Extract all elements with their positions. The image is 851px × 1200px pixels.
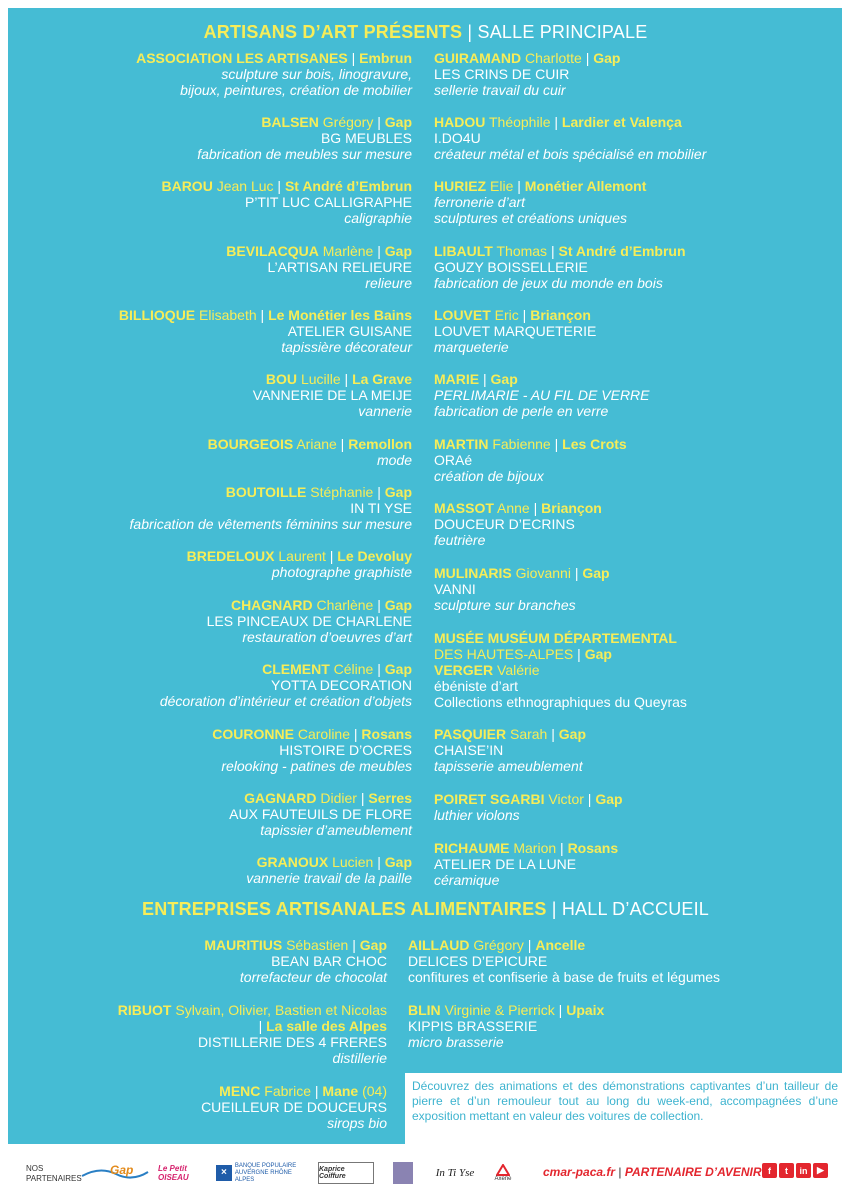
exhibitor-detail: LOUVET MARQUETERIE bbox=[434, 323, 597, 339]
separator: | bbox=[325, 548, 338, 564]
exhibitor-place: Briançon bbox=[530, 307, 591, 323]
petit-oiseau-logo: Le Petit OISEAU bbox=[158, 1164, 189, 1182]
separator: | bbox=[377, 484, 385, 500]
exhibitor-detail: DOUCEUR D’ECRINS bbox=[434, 516, 575, 532]
exhibitor-detail: AUX FAUTEUILS DE FLORE bbox=[229, 806, 412, 822]
twitter-icon[interactable]: t bbox=[779, 1163, 794, 1178]
exhibitor-header bbox=[208, 436, 412, 452]
separator: | bbox=[583, 791, 596, 807]
separator: | bbox=[348, 937, 360, 953]
exhibitor-name: AILLAUD bbox=[408, 937, 470, 953]
exhibitor-detail: ATELIER GUISANE bbox=[287, 323, 412, 339]
exhibitor-entry bbox=[208, 436, 412, 468]
exhibitor-name: BALSEN bbox=[261, 114, 319, 130]
artisans-right-column bbox=[434, 50, 834, 890]
exhibitor-name: BLIN bbox=[408, 1002, 441, 1018]
exhibitor-header bbox=[434, 791, 623, 807]
exhibitor-entry bbox=[434, 243, 686, 291]
separator: | bbox=[310, 1083, 323, 1099]
exhibitor-place: Gap bbox=[384, 854, 412, 870]
exhibitor-firstname: Fabienne bbox=[492, 436, 551, 452]
exhibitor-detail: confitures et confiserie à base de fruits et légumes bbox=[408, 969, 721, 985]
exhibitor-name: HURIEZ bbox=[434, 178, 487, 194]
exhibitor-place: Mane bbox=[322, 1083, 359, 1099]
separator: | bbox=[550, 114, 562, 130]
exhibitor-entry bbox=[408, 1002, 604, 1050]
exhibitor-entry bbox=[160, 661, 412, 709]
separator: | bbox=[373, 597, 385, 613]
exhibitor-detail: HISTOIRE D’OCRES bbox=[279, 742, 412, 758]
exhibitor-firstname: Virginie & Pierrick bbox=[444, 1002, 555, 1018]
exhibitor-detail: fabrication de perle en verre bbox=[434, 403, 609, 419]
exhibitor-detail: création de bijoux bbox=[434, 468, 544, 484]
exhibitor-firstname: Laurent bbox=[278, 548, 326, 564]
separator: | bbox=[258, 1018, 267, 1034]
exhibitor-place: Serres bbox=[368, 790, 412, 806]
exhibitor-entry bbox=[434, 726, 586, 774]
section-title-sep: | bbox=[546, 899, 562, 919]
exhibitor-detail: fabrication de vêtements féminins sur mesure bbox=[129, 516, 412, 532]
exhibitor-detail: DISTILLERIE DES 4 FRERES bbox=[197, 1034, 387, 1050]
exhibitor-detail: BEAN BAR CHOC bbox=[271, 953, 387, 969]
exhibitor-header bbox=[434, 371, 650, 387]
separator: | bbox=[577, 646, 585, 662]
exhibitor-place: Rosans bbox=[361, 726, 412, 742]
separator: | bbox=[479, 371, 491, 387]
exhibitor-firstname: Caroline bbox=[297, 726, 350, 742]
exhibitor-entry bbox=[434, 307, 596, 355]
exhibitor-firstname: Grégory bbox=[473, 937, 524, 953]
exhibitor-header bbox=[408, 937, 720, 953]
exhibitor-detail: distillerie bbox=[332, 1050, 387, 1066]
exhibitor-entry bbox=[197, 114, 412, 162]
exhibitor-firstname: Didier bbox=[320, 790, 357, 806]
exhibitor-name: GAGNARD bbox=[244, 790, 317, 806]
exhibitor-detail: BG MEUBLES bbox=[320, 130, 412, 146]
exhibitor-entry bbox=[201, 1083, 387, 1131]
exhibitor-name: ASSOCIATION LES ARTISANES bbox=[136, 50, 348, 66]
exhibitor-entry bbox=[130, 484, 412, 532]
separator: | bbox=[574, 565, 583, 581]
youtube-icon[interactable]: ▶ bbox=[813, 1163, 828, 1178]
section-title-light: SALLE PRINCIPALE bbox=[477, 22, 648, 42]
exhibitor-detail: vannerie travail de la paille bbox=[246, 870, 412, 886]
exhibitor-detail: céramique bbox=[434, 872, 500, 888]
exhibitor-entry bbox=[434, 114, 706, 162]
exhibitor-name: MULINARIS bbox=[434, 565, 512, 581]
exhibitor-header bbox=[197, 114, 412, 130]
exhibitor-entry bbox=[119, 307, 412, 355]
separator: | bbox=[529, 500, 542, 516]
exhibitor-detail: mode bbox=[376, 452, 412, 468]
exhibitor-detail: sculpture sur branches bbox=[434, 597, 576, 613]
banque-populaire-logo: × BANQUE POPULAIRE AUVERGNE RHÔNE ALPES bbox=[216, 1162, 312, 1184]
exhibitor-detail: tapisserie ameublement bbox=[434, 758, 583, 774]
exhibitor-detail: ferronerie d’art bbox=[434, 194, 526, 210]
axene-icon bbox=[496, 1164, 510, 1176]
exhibitor-detail: VANNERIE DE LA MEIJE bbox=[252, 387, 412, 403]
exhibitor-detail: vannerie bbox=[358, 403, 412, 419]
exhibitor-name: CLEMENT bbox=[262, 661, 330, 677]
exhibitor-place: Gap bbox=[593, 50, 621, 66]
separator: | bbox=[523, 937, 536, 953]
separator: | bbox=[373, 114, 385, 130]
exhibitor-place: Monétier Allemont bbox=[524, 178, 647, 194]
artisans-left-column bbox=[0, 50, 412, 890]
alimentaires-right-column bbox=[408, 937, 828, 1067]
exhibitor-name: RIBUOT bbox=[117, 1002, 172, 1018]
musee-header bbox=[434, 646, 687, 662]
separator: | bbox=[554, 1002, 567, 1018]
exhibitor-name: BAROU bbox=[161, 178, 213, 194]
separator: | bbox=[556, 840, 568, 856]
separator: | bbox=[581, 50, 594, 66]
separator: | bbox=[373, 854, 385, 870]
exhibitor-detail: caligraphie bbox=[344, 210, 412, 226]
exhibitor-firstname: Sylvain, Olivier, Bastien et Nicolas bbox=[175, 1002, 387, 1018]
exhibitor-detail: L’ARTISAN RELIEURE bbox=[267, 259, 412, 275]
exhibitor-header bbox=[229, 790, 412, 806]
exhibitor-firstname: Marion bbox=[513, 840, 557, 856]
exhibitor-name: BOUTOILLE bbox=[225, 484, 307, 500]
exhibitor-header bbox=[130, 484, 412, 500]
exhibitor-entry bbox=[434, 840, 618, 888]
exhibitor-detail: fabrication de meubles sur mesure bbox=[197, 146, 412, 162]
exhibitor-firstname: Lucien bbox=[332, 854, 374, 870]
exhibitor-name: MAURITIUS bbox=[204, 937, 283, 953]
exhibitor-entry bbox=[434, 565, 610, 613]
exhibitor-header bbox=[434, 565, 610, 581]
separator: | bbox=[373, 661, 385, 677]
exhibitor-place: Gap bbox=[384, 484, 412, 500]
exhibitor-header bbox=[161, 178, 412, 194]
facebook-icon[interactable]: f bbox=[762, 1163, 777, 1178]
exhibitor-name: BREDELOUX bbox=[186, 548, 275, 564]
musee-name: MUSÉE MUSÉUM DÉPARTEMENTAL bbox=[434, 630, 677, 646]
exhibitor-detail: LES CRINS DE CUIR bbox=[434, 66, 570, 82]
gap-logo bbox=[80, 1162, 150, 1184]
exhibitor-name: MARIE bbox=[434, 371, 480, 387]
exhibitor-entry bbox=[136, 50, 412, 98]
exhibitor-header bbox=[160, 661, 412, 677]
exhibitor-place: Gap bbox=[384, 243, 412, 259]
exhibitor-header bbox=[434, 178, 646, 194]
exhibitor-detail: VANNI bbox=[434, 581, 476, 597]
exhibitor-firstname: Charlène bbox=[316, 597, 374, 613]
exhibitor-detail: restauration d’oeuvres d’art bbox=[242, 629, 412, 645]
exhibitor-entry bbox=[434, 791, 623, 823]
separator: | bbox=[547, 243, 559, 259]
separator: | bbox=[350, 726, 362, 742]
exhibitor-place: Le Devoluy bbox=[337, 548, 412, 564]
exhibitor-header bbox=[212, 726, 412, 742]
musee-name2: DES HAUTES-ALPES bbox=[434, 646, 578, 662]
exhibitor-entry bbox=[161, 178, 412, 226]
exhibitor-name: PASQUIER bbox=[434, 726, 507, 742]
exhibitor-detail: luthier violons bbox=[434, 807, 520, 823]
exhibitor-header bbox=[434, 840, 618, 856]
exhibitor-detail: micro brasserie bbox=[408, 1034, 504, 1050]
exhibitor-firstname: Giovanni bbox=[515, 565, 575, 581]
exhibitor-place: Gap bbox=[490, 371, 518, 387]
exhibitor-entry bbox=[434, 500, 602, 548]
exhibitor-place: Gap bbox=[384, 597, 412, 613]
exhibitor-firstname: Anne bbox=[497, 500, 530, 516]
svg-text:Gap: Gap bbox=[110, 1163, 134, 1177]
exhibitor-firstname: Sébastien bbox=[286, 937, 349, 953]
exhibitor-detail: relooking - patines de meubles bbox=[221, 758, 412, 774]
exhibitor-place: La Grave bbox=[352, 371, 412, 387]
kaprice-logo: Kaprice Coiffure bbox=[318, 1162, 374, 1184]
exhibitor-detail: sellerie travail du cuir bbox=[434, 82, 566, 98]
exhibitor-firstname: Elisabeth bbox=[199, 307, 257, 323]
exhibitor-name: BOU bbox=[265, 371, 298, 387]
musee-detail: ébéniste d’art bbox=[434, 678, 519, 694]
exhibitor-name: GRANOUX bbox=[256, 854, 329, 870]
exhibitor-entry bbox=[187, 548, 412, 580]
exhibitor-name: MASSOT bbox=[434, 500, 494, 516]
exhibitor-place: Les Crots bbox=[562, 436, 627, 452]
exhibitor-header bbox=[246, 854, 412, 870]
exhibitor-detail: sirops bio bbox=[327, 1115, 387, 1131]
exhibitor-header bbox=[136, 50, 412, 66]
axene-logo: Axene bbox=[488, 1162, 518, 1184]
exhibitor-firstname: Thomas bbox=[496, 243, 548, 259]
exhibitor-detail: YOTTA DECORATION bbox=[270, 677, 412, 693]
exhibitor-place: St André d’Embrun bbox=[558, 243, 686, 259]
exhibitor-place: Rosans bbox=[567, 840, 619, 856]
exhibitor-entry bbox=[434, 50, 620, 98]
exhibitor-place: Gap bbox=[359, 937, 387, 953]
exhibitor-detail: marqueterie bbox=[434, 339, 509, 355]
exhibitor-detail: tapissière décorateur bbox=[281, 339, 412, 355]
exhibitor-name: COURONNE bbox=[212, 726, 294, 742]
exhibitor-header bbox=[434, 436, 627, 452]
exhibitor-firstname: Fabrice bbox=[264, 1083, 311, 1099]
exhibitor-header bbox=[434, 500, 602, 516]
exhibitor-firstname: Victor bbox=[548, 791, 584, 807]
separator: | bbox=[347, 50, 360, 66]
exhibitor-firstname: Eric bbox=[494, 307, 519, 323]
exhibitor-entry bbox=[118, 1002, 387, 1066]
separator: | bbox=[550, 436, 563, 452]
exhibitor-entry bbox=[246, 854, 412, 886]
exhibitor-place: Gap bbox=[384, 661, 412, 677]
musee-person-first: Valérie bbox=[497, 662, 540, 678]
exhibitor-place: Gap bbox=[558, 726, 586, 742]
musee-place: Gap bbox=[584, 646, 612, 662]
exhibitor-place: St André d’Embrun bbox=[284, 178, 412, 194]
exhibitor-header bbox=[434, 243, 686, 259]
separator: | bbox=[356, 790, 369, 806]
exhibitor-header bbox=[434, 726, 586, 742]
exhibitor-entry bbox=[204, 937, 387, 985]
section-title-light: HALL D’ACCUEIL bbox=[561, 899, 710, 919]
exhibitor-header bbox=[204, 937, 387, 953]
exhibitor-detail: relieure bbox=[365, 275, 412, 291]
exhibitor-name: HADOU bbox=[434, 114, 486, 130]
exhibitor-header bbox=[118, 1018, 387, 1034]
exhibitor-detail: LES PINCEAUX DE CHARLENE bbox=[206, 613, 412, 629]
exhibitor-entry bbox=[434, 436, 627, 484]
exhibitor-header bbox=[119, 307, 412, 323]
exhibitor-firstname: Elie bbox=[490, 178, 514, 194]
site-link[interactable]: cmar-paca.fr | PARTENAIRE D’AVENIR bbox=[543, 1165, 762, 1179]
exhibitor-header bbox=[207, 597, 412, 613]
exhibitor-place: Briançon bbox=[541, 500, 602, 516]
exhibitor-detail: sculpture sur bois, linogravure, bbox=[221, 66, 412, 82]
musee-detail: Collections ethnographiques du Queyras bbox=[434, 694, 687, 710]
exhibitor-detail: tapissier d’ameublement bbox=[260, 822, 412, 838]
exhibitor-firstname: Ariane bbox=[296, 436, 337, 452]
exhibitor-entry bbox=[253, 371, 412, 419]
exhibitor-firstname: Céline bbox=[333, 661, 374, 677]
exhibitor-name: RICHAUME bbox=[434, 840, 510, 856]
exhibitor-detail: ORAé bbox=[434, 452, 473, 468]
exhibitor-entry bbox=[434, 178, 646, 226]
separator: | bbox=[256, 307, 269, 323]
exhibitor-firstname: Marlène bbox=[322, 243, 374, 259]
exhibitor-entry bbox=[212, 726, 412, 774]
exhibitor-firstname: Lucille bbox=[300, 371, 341, 387]
exhibitor-place: Lardier et Valença bbox=[561, 114, 682, 130]
musee-person-name: VERGER bbox=[434, 662, 494, 678]
exhibitor-detail: torrefacteur de chocolat bbox=[239, 969, 387, 985]
separator: | bbox=[373, 243, 385, 259]
exhibitor-entry bbox=[229, 790, 412, 838]
exhibitor-place: Embrun bbox=[359, 50, 412, 66]
exhibitor-detail: KIPPIS BRASSERIE bbox=[408, 1018, 538, 1034]
exhibitor-name: LOUVET bbox=[434, 307, 491, 323]
section-title-bold: ARTISANS D’ART PRÉSENTS bbox=[203, 22, 463, 42]
partners-label: NOS PARTENAIRES bbox=[26, 1164, 82, 1183]
exhibitor-header bbox=[253, 371, 412, 387]
exhibitor-header bbox=[434, 50, 620, 66]
banque-populaire-icon: × bbox=[216, 1165, 232, 1181]
small-partner-logo bbox=[393, 1162, 413, 1184]
exhibitor-detail: photographe graphiste bbox=[271, 564, 412, 580]
exhibitor-header bbox=[201, 1083, 387, 1099]
alimentaires-left-column bbox=[0, 937, 387, 1137]
exhibitor-detail: I.DO4U bbox=[434, 130, 481, 146]
exhibitor-detail: DELICES D’EPICURE bbox=[408, 953, 548, 969]
separator: | bbox=[340, 371, 353, 387]
exhibitor-detail: décoration d’intérieur et création d’objets bbox=[159, 693, 412, 709]
exhibitor-detail: CHAISE’IN bbox=[434, 742, 504, 758]
section-title-alimentaires bbox=[0, 899, 851, 920]
exhibitor-detail: PERLIMARIE - AU FIL DE VERRE bbox=[434, 387, 650, 403]
exhibitor-name: POIRET SGARBI bbox=[434, 791, 545, 807]
exhibitor-firstname: Jean Luc bbox=[216, 178, 274, 194]
exhibitor-name: MARTIN bbox=[434, 436, 489, 452]
exhibitor-detail: CUEILLEUR DE DOUCEURS bbox=[201, 1099, 387, 1115]
exhibitor-detail: feutrière bbox=[434, 532, 486, 548]
exhibitor-place: Gap bbox=[595, 791, 623, 807]
exhibitor-place: Upaix bbox=[566, 1002, 605, 1018]
exhibitor-place: Ancelle bbox=[535, 937, 586, 953]
exhibitor-place: Le Monétier les Bains bbox=[268, 307, 412, 323]
exhibitor-entry bbox=[434, 371, 650, 419]
exhibitor-firstname: Théophile bbox=[488, 114, 551, 130]
exhibitor-detail: sculptures et créations uniques bbox=[434, 210, 627, 226]
exhibitor-entry bbox=[207, 597, 412, 645]
exhibitor-detail: P’TIT LUC CALLIGRAPHE bbox=[244, 194, 412, 210]
exhibitor-name: BEVILACQUA bbox=[226, 243, 319, 259]
exhibitor-name: BOURGEOIS bbox=[207, 436, 294, 452]
musee-entry bbox=[434, 630, 687, 710]
exhibitor-entry bbox=[226, 243, 412, 291]
exhibitor-name: CHAGNARD bbox=[230, 597, 313, 613]
exhibitor-detail: fabrication de jeux du monde en bois bbox=[434, 275, 663, 291]
exhibitor-place: Gap bbox=[582, 565, 610, 581]
exhibitor-header bbox=[408, 1002, 604, 1018]
linkedin-icon[interactable]: in bbox=[796, 1163, 811, 1178]
exhibitor-place: Gap bbox=[384, 114, 412, 130]
separator: | bbox=[336, 436, 349, 452]
separator: | bbox=[513, 178, 525, 194]
separator: | bbox=[273, 178, 285, 194]
exhibitor-name: GUIRAMAND bbox=[434, 50, 522, 66]
exhibitor-firstname: Grégory bbox=[322, 114, 374, 130]
exhibitor-place: Remollon bbox=[348, 436, 412, 452]
exhibitor-firstname: Stéphanie bbox=[310, 484, 378, 500]
exhibitor-place: La salle des Alpes bbox=[266, 1018, 387, 1034]
musee-person bbox=[434, 662, 687, 678]
section-title-sep: | bbox=[462, 22, 478, 42]
separator: | bbox=[547, 726, 559, 742]
exhibitor-detail: IN TI YSE bbox=[350, 500, 412, 516]
exhibitor-firstname: Charlotte bbox=[525, 50, 582, 66]
exhibitor-entry bbox=[408, 937, 720, 985]
exhibitor-header bbox=[226, 243, 412, 259]
exhibitor-detail: GOUZY BOISSELLERIE bbox=[434, 259, 588, 275]
exhibitor-name: BILLIOQUE bbox=[118, 307, 196, 323]
exhibitor-extra: (04) bbox=[358, 1083, 387, 1099]
separator: | bbox=[518, 307, 531, 323]
exhibitor-firstname: Sarah bbox=[509, 726, 548, 742]
exhibitor-header bbox=[434, 114, 706, 130]
exhibitor-name: MENC bbox=[219, 1083, 261, 1099]
exhibitor-detail: bijoux, peintures, création de mobilier bbox=[180, 82, 412, 98]
exhibitor-detail: ATELIER DE LA LUNE bbox=[434, 856, 577, 872]
section-title-bold: ENTREPRISES ARTISANALES ALIMENTAIRES bbox=[141, 899, 547, 919]
exhibitor-header bbox=[118, 1002, 387, 1018]
info-box: Découvrez des animations et des démonstrations captivantes d’un tailleur de pierre et d’un remouleur tout au long du week-end, accompagnées d’une exposition mettant en valeur des voitures de collection. bbox=[405, 1073, 842, 1145]
exhibitor-header bbox=[434, 307, 596, 323]
section-title-artisans bbox=[0, 22, 851, 43]
footer bbox=[0, 1148, 851, 1200]
exhibitor-header bbox=[187, 548, 412, 564]
exhibitor-name: LIBAULT bbox=[434, 243, 493, 259]
intiyse-logo: In Ti Yse bbox=[435, 1167, 475, 1179]
exhibitor-detail: créateur métal et bois spécialisé en mobilier bbox=[434, 146, 707, 162]
